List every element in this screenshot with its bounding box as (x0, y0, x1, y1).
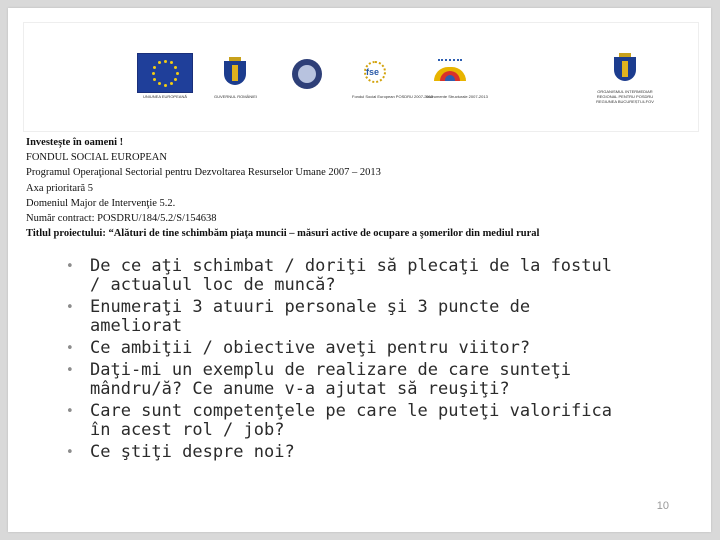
government-logo-caption: GUVERNUL ROMÂNIEI (214, 94, 257, 99)
slide (8, 8, 711, 532)
eu-star-icon (174, 66, 177, 69)
project-title-text: : “Alături de tine schimbăm piaţa muncii – măsuri active de ocupare a şomerilor din mediul rural (102, 228, 540, 240)
romania-coat-of-arms-right (614, 53, 636, 83)
fse-logo: fse (362, 59, 388, 89)
intervention-domain: Domeniul Major de Intervenţie 5.2. (26, 197, 176, 209)
program-name: Programul Operaţional Sectorial pentru Dezvoltarea Resurselor Umane 2007 – 2013 (26, 167, 381, 179)
list-item-text: Care sunt competenţele pe care le puteţi valorifica în acest rol / job? (90, 401, 612, 440)
bullet-icon: • (66, 445, 74, 460)
fse-logo-caption: Fondul Social European POSDRU 2007-2013 (352, 94, 434, 99)
bullet-icon: • (66, 404, 74, 419)
eu-star-icon (164, 60, 167, 63)
eu-logo-caption: UNIUNEA EUROPEANĂ (142, 94, 187, 99)
eu-star-icon (152, 72, 155, 75)
eu-star-icon (174, 78, 177, 81)
list-item (66, 443, 626, 462)
eu-star-icon (170, 82, 173, 85)
list-item-text: Ce ştiţi despre noi? (90, 442, 295, 462)
bullet-icon: • (66, 259, 74, 274)
eu-star-icon (164, 84, 167, 87)
list-item (66, 339, 626, 358)
list-item (66, 402, 626, 440)
eu-flag-logo (137, 53, 193, 93)
bullet-icon: • (66, 363, 74, 378)
list-item-text: Daţi-mi un exemplu de realizare de care sunteţi mândru/ă? Ce anume v-a ajutat să reuşiţi? (90, 360, 572, 399)
eu-star-icon (176, 72, 179, 75)
project-info (26, 135, 539, 241)
page-number: 10 (656, 500, 669, 512)
list-item-text: De ce aţi schimbat / doriţi să plecaţi de la fostul / actualul loc de muncă? (90, 256, 612, 295)
question-list (66, 257, 626, 465)
logo-banner (23, 22, 699, 132)
priority-axis: Axa prioritară 5 (26, 182, 94, 194)
project-title-label: Titlul proiectului (26, 228, 103, 240)
list-item-text: Enumeraţi 3 atuuri personale şi 3 puncte de ameliorat (90, 297, 531, 336)
contract-number: Număr contract: POSDRU/184/5.2/S/154638 (26, 213, 217, 225)
list-item-text: Ce ambiţii / obiective aveţi pentru viitor? (90, 338, 531, 358)
eu-star-icon (158, 61, 161, 64)
ministry-seal-logo (292, 59, 322, 89)
list-item (66, 257, 626, 295)
bullet-icon: • (66, 300, 74, 315)
fund-name: FONDUL SOCIAL EUROPEAN (26, 152, 167, 164)
list-item (66, 361, 626, 399)
structural-instruments-logo (434, 59, 466, 87)
list-item (66, 298, 626, 336)
instruments-logo-caption: Instrumente Structurale 2007-2013 (426, 94, 488, 99)
slogan: Investeşte în oameni ! (26, 137, 124, 148)
eu-star-icon (153, 78, 156, 81)
project-title (26, 226, 539, 241)
eu-star-icon (158, 82, 161, 85)
oir-logo-caption: ORGANISMUL INTERMEDIAR REGIONAL PENTRU POSDRU REGIUNEA BUCUREȘTI-ILFOV (596, 89, 654, 104)
eu-star-icon (170, 61, 173, 64)
romania-government-coat-of-arms (224, 57, 246, 87)
eu-star-icon (153, 66, 156, 69)
bullet-icon: • (66, 341, 74, 356)
